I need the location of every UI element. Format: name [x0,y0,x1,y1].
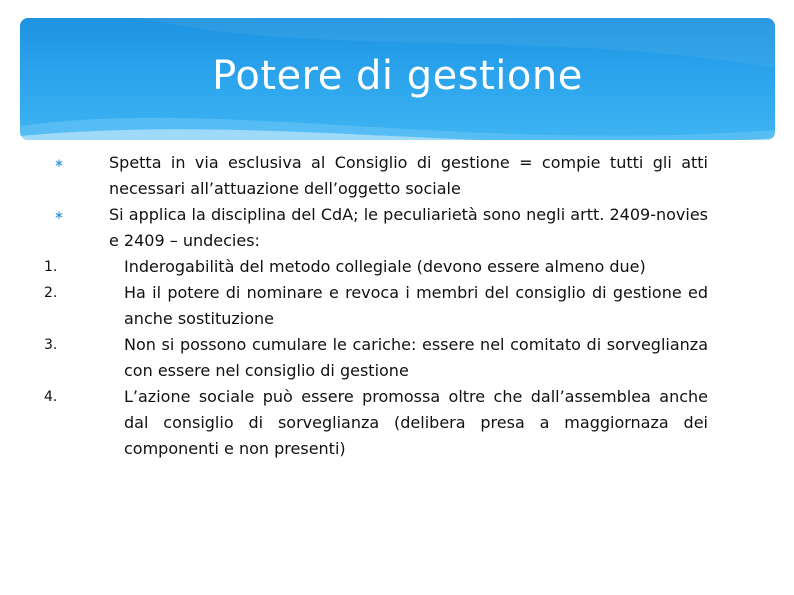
list-number: 2. [44,285,58,301]
list-item [54,150,708,202]
list-item [44,280,708,332]
asterisk-bullet-icon: ∗ [54,208,65,222]
list-item-text: Si applica la disciplina del CdA; le peculiarietà sono negli artt. 2409-novies e 2409 – undecies: [109,205,708,250]
list-item-text: Inderogabilità del metodo collegiale (devono essere almeno due) [124,257,646,276]
list-item-text: Ha il potere di nominare e revoca i membri del consiglio di gestione ed anche sostituzione [124,283,708,328]
list-number: 1. [44,259,58,275]
list-number: 4. [44,389,58,405]
list-number: 3. [44,337,58,353]
title-banner [20,18,775,140]
list-item-text: Spetta in via esclusiva al Consiglio di gestione = compie tutti gli atti necessari all’attuazione dell’oggetto sociale [109,153,708,198]
list-item-text: Non si possono cumulare le cariche: essere nel comitato di sorveglianza con essere nel consiglio di gestione [124,335,708,380]
list-item [54,202,708,254]
list-item [44,254,708,280]
slide-title: Potere di gestione [212,53,583,99]
asterisk-bullet-icon: ∗ [54,156,65,170]
list-item [44,332,708,384]
list-item-text: L’azione sociale può essere promossa oltre che dall’assemblea anche dal consiglio di sorveglianza (delibera presa a maggiornaza dei componenti e non presenti) [124,387,708,458]
list-item [44,384,708,462]
content-list [44,150,708,462]
